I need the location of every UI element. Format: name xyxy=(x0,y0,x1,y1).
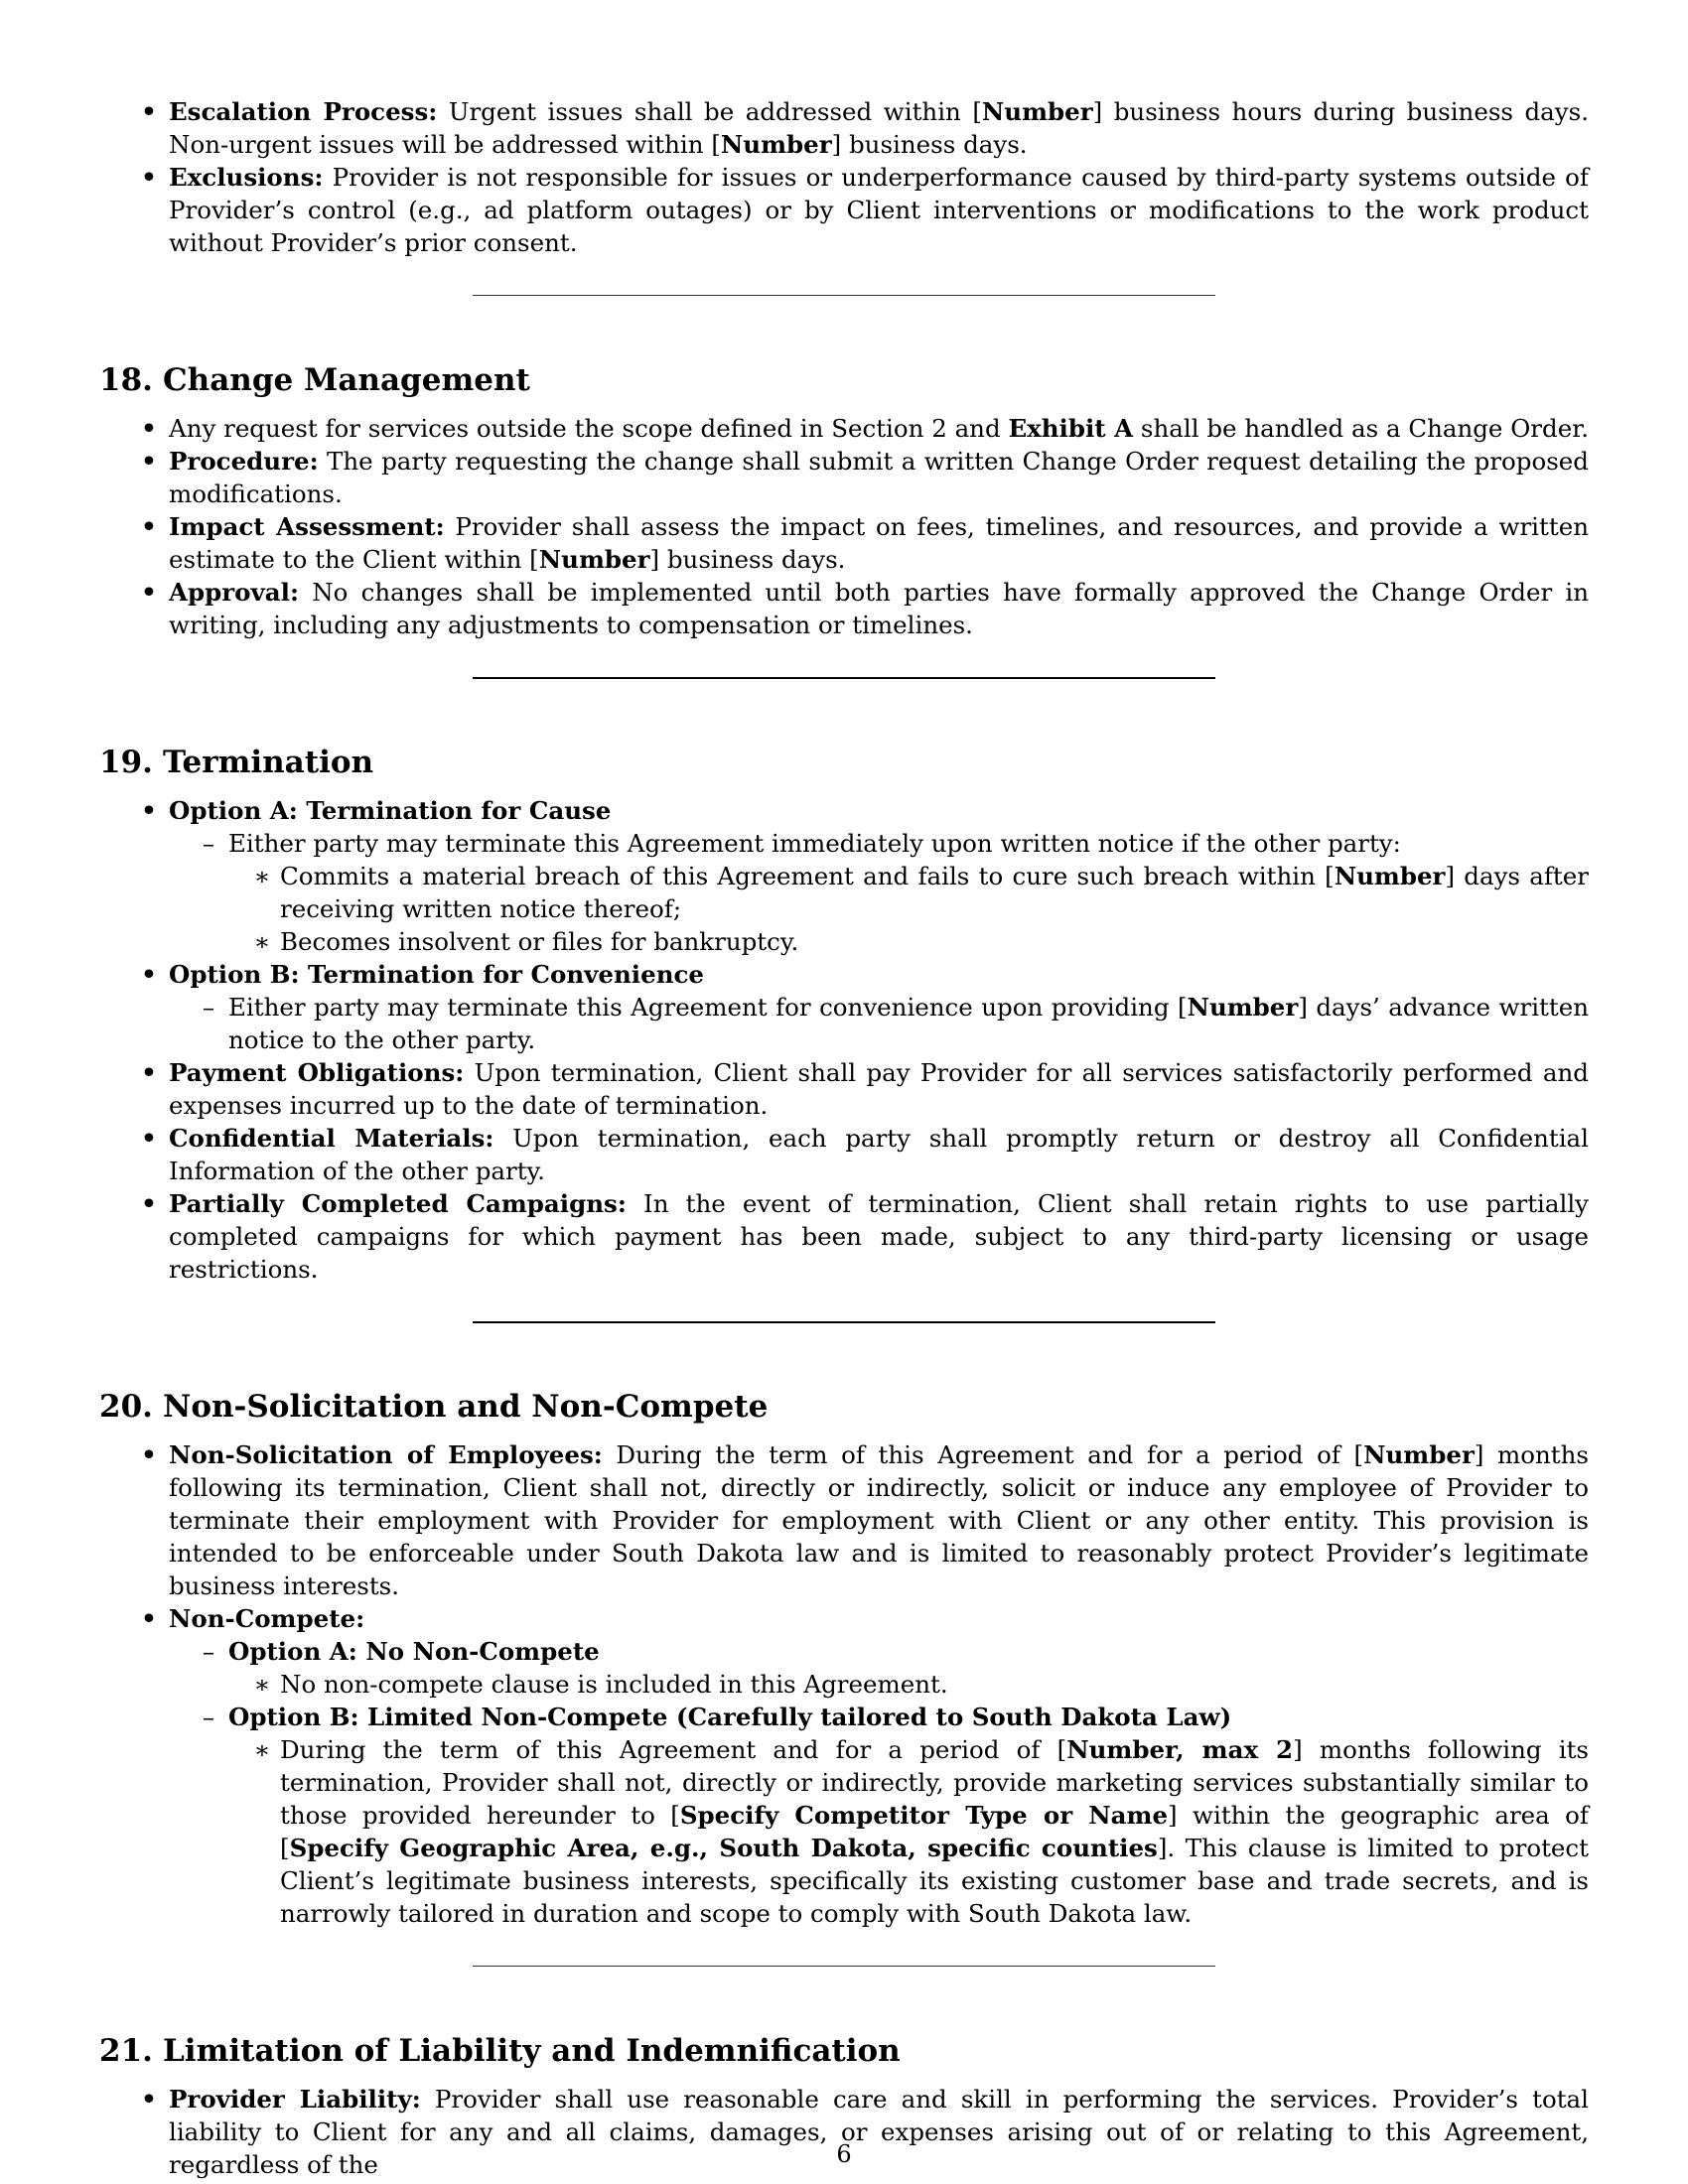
placeholder-field: Number xyxy=(981,97,1093,126)
star-marker: ∗ xyxy=(253,1670,271,1699)
item-label: Non-Compete: xyxy=(169,1604,365,1633)
item-label: Partially Completed Campaigns: xyxy=(169,1189,627,1218)
item-content xyxy=(169,1189,1589,1284)
list-item xyxy=(99,1056,1589,1122)
sub-sub-list-item xyxy=(99,860,1589,925)
item-label: Provider Liability: xyxy=(169,2085,421,2114)
item-text: During the term of this Agreement and for a period of [ xyxy=(602,1440,1364,1469)
section-list xyxy=(99,412,1589,641)
item-text: Commits a material breach of this Agreement and fails to cure such breach within [ xyxy=(280,862,1335,890)
bullet-marker: • xyxy=(141,2085,157,2114)
item-content xyxy=(169,796,611,825)
page-number: 6 xyxy=(836,2140,852,2168)
section-title: Change Management xyxy=(163,362,530,398)
item-label: Procedure: xyxy=(169,447,319,476)
document-body xyxy=(99,95,1589,2181)
bullet-marker: • xyxy=(141,512,157,541)
item-label: Non-Solicitation of Employees: xyxy=(169,1440,603,1469)
dash-marker: – xyxy=(202,1703,215,1731)
item-text: Upon termination, each party shall promptly return or destroy all Confidential Information of the other party. xyxy=(169,1124,1590,1185)
list-item xyxy=(99,576,1589,641)
item-content xyxy=(228,1637,600,1666)
carryover-list xyxy=(99,95,1589,259)
item-content xyxy=(169,578,1589,639)
bullet-marker: • xyxy=(141,1440,157,1469)
list-item xyxy=(99,445,1589,510)
dash-marker: – xyxy=(202,993,215,1022)
placeholder-field: Specify Geographic Area, e.g., South Dakota, specific counties xyxy=(289,1834,1158,1862)
item-text: Provider is not responsible for issues or underperformance caused by third-party systems outside of Provider’s control (e.g., ad platform outages) or by Client interventions or modifications to the work product without Provider’s prior consent. xyxy=(169,163,1589,257)
sub-list-item xyxy=(99,1635,1589,1701)
item-content xyxy=(228,1703,1231,1731)
star-marker: ∗ xyxy=(253,1735,271,1764)
horizontal-rule xyxy=(473,1966,1215,1967)
item-text: Upon termination, Client shall pay Provider for all services satisfactorily performed and expenses incurred up to the date of termination. xyxy=(169,1058,1589,1120)
item-label: Confidential Materials: xyxy=(169,1124,494,1153)
item-content xyxy=(169,1058,1589,1120)
item-text: Provider shall assess the impact on fees, timelines, and resources, and provide a written estimate to the Client within [ xyxy=(169,512,1589,574)
item-text: Either party may terminate this Agreement immediately upon written notice if the other party: xyxy=(228,829,1401,858)
section-heading xyxy=(99,2031,1589,2071)
placeholder-field: Number xyxy=(720,130,832,159)
item-content xyxy=(169,97,1589,159)
item-label: Option B: Limited Non-Compete (Carefully tailored to South Dakota Law) xyxy=(228,1703,1232,1731)
list-item xyxy=(99,510,1589,576)
section-divider xyxy=(99,641,1589,743)
sub-list-item xyxy=(99,827,1589,958)
dash-marker: – xyxy=(202,1637,215,1666)
item-text: Becomes insolvent or files for bankruptcy. xyxy=(280,927,799,956)
item-content xyxy=(228,993,1589,1054)
bullet-marker: • xyxy=(141,414,157,443)
item-label: Option A: Termination for Cause xyxy=(169,796,612,825)
placeholder-field: Number xyxy=(1363,1440,1475,1469)
placeholder-field: Specify Competitor Type or Name xyxy=(679,1801,1169,1830)
bullet-marker: • xyxy=(141,1189,157,1218)
list-item xyxy=(99,1438,1589,1602)
section-number: 19. xyxy=(99,745,153,780)
item-content xyxy=(228,829,1401,858)
dash-marker: – xyxy=(202,829,215,858)
section-heading xyxy=(99,1387,1589,1427)
bullet-marker: • xyxy=(141,97,157,126)
placeholder-field: Number xyxy=(1334,862,1446,890)
star-marker: ∗ xyxy=(253,927,271,956)
section-number: 21. xyxy=(99,2033,153,2069)
section-heading xyxy=(99,360,1589,400)
list-item xyxy=(99,1602,1589,1930)
item-content xyxy=(169,512,1589,574)
item-text: ] business days. xyxy=(649,545,846,574)
bullet-marker: • xyxy=(141,960,157,989)
sub-sub-list-item xyxy=(99,1668,1589,1701)
star-marker: ∗ xyxy=(253,862,271,890)
bullet-marker: • xyxy=(141,578,157,607)
item-text: ] business days. xyxy=(831,130,1028,159)
sub-list-item xyxy=(99,1701,1589,1930)
sub-sub-list-item xyxy=(99,1733,1589,1930)
item-text: ] within the geographic area of [ xyxy=(280,1801,1589,1862)
item-content xyxy=(169,163,1589,257)
sub-sub-list-item xyxy=(99,925,1589,958)
item-content xyxy=(169,1124,1589,1185)
item-label: Exclusions: xyxy=(169,163,324,192)
item-label: Option B: Termination for Convenience xyxy=(169,960,705,989)
section-list xyxy=(99,794,1589,1286)
section-number: 20. xyxy=(99,1389,153,1425)
item-label: Escalation Process: xyxy=(169,97,438,126)
item-content xyxy=(169,1440,1589,1600)
item-text: ]. This clause is limited to protect Client’s legitimate business interests, specifically its existing customer base and trade secrets, and is narrowly tailored in duration and scope to comply with South Dakota law. xyxy=(280,1834,1589,1928)
item-content xyxy=(280,1670,948,1699)
item-text: In the event of termination, Client shall retain rights to use partially completed campaigns for which payment has been made, subject to any third-party licensing or usage restrictions. xyxy=(169,1189,1589,1284)
item-text: Urgent issues shall be addressed within [ xyxy=(437,97,982,126)
item-text: ] days after receiving written notice thereof; xyxy=(280,862,1589,923)
section-list xyxy=(99,1438,1589,1930)
item-text: During the term of this Agreement and for a period of [ xyxy=(280,1735,1067,1764)
placeholder-field: Exhibit A xyxy=(1008,414,1134,443)
item-text: Either party may terminate this Agreement for convenience upon providing [ xyxy=(228,993,1188,1022)
bullet-marker: • xyxy=(141,1124,157,1153)
placeholder-field: Number xyxy=(538,545,650,574)
horizontal-rule xyxy=(473,1321,1215,1323)
horizontal-rule xyxy=(473,295,1215,296)
item-content xyxy=(280,862,1589,923)
item-text: The party requesting the change shall submit a written Change Order request detailing the proposed modifications. xyxy=(169,447,1589,508)
item-text: No changes shall be implemented until both parties have formally approved the Change Order in writing, including any adjustments to compensation or timelines. xyxy=(169,578,1589,639)
list-item xyxy=(99,412,1589,445)
list-item xyxy=(99,95,1589,161)
section-title: Non-Solicitation and Non-Compete xyxy=(163,1389,769,1425)
bullet-marker: • xyxy=(141,1058,157,1087)
item-label: Approval: xyxy=(169,578,299,607)
list-item xyxy=(99,161,1589,259)
item-content xyxy=(280,1735,1589,1928)
item-text: shall be handled as a Change Order. xyxy=(1133,414,1590,443)
item-text: ] months following its termination, Provider shall not, directly or indirectly, provide marketing services substantially similar to those provided hereunder to [ xyxy=(280,1735,1589,1830)
sub-list-item xyxy=(99,991,1589,1056)
section-title: Termination xyxy=(163,745,374,780)
placeholder-field: Number xyxy=(1187,993,1299,1022)
item-text: Provider shall use reasonable care and skill in performing the services. Provider’s total liability to Client for any and all claims, damages, or expenses arising out of or relating to this Agreement, regardless of the xyxy=(169,2085,1589,2179)
section-number: 18. xyxy=(99,362,153,398)
list-item xyxy=(99,958,1589,1056)
list-item xyxy=(99,1122,1589,1187)
section-title: Limitation of Liability and Indemnification xyxy=(163,2033,901,2069)
item-content xyxy=(169,1604,364,1633)
item-content xyxy=(169,414,1589,443)
section-divider xyxy=(99,1286,1589,1387)
item-text: ] days’ advance written notice to the other party. xyxy=(228,993,1589,1054)
bullet-marker: • xyxy=(141,1604,157,1633)
item-label: Option A: No Non-Compete xyxy=(228,1637,600,1666)
section-divider xyxy=(99,1930,1589,2031)
bullet-marker: • xyxy=(141,163,157,192)
list-item xyxy=(99,1187,1589,1286)
section-heading xyxy=(99,743,1589,782)
section-divider xyxy=(99,259,1589,360)
placeholder-field: Number, max 2 xyxy=(1066,1735,1294,1764)
bullet-marker: • xyxy=(141,447,157,476)
item-text: Any request for services outside the scope defined in Section 2 and xyxy=(169,414,1009,443)
item-text: ] business hours during business days. Non-urgent issues will be addressed within [ xyxy=(169,97,1589,159)
item-text: No non-compete clause is included in this Agreement. xyxy=(280,1670,948,1699)
item-label: Payment Obligations: xyxy=(169,1058,465,1087)
horizontal-rule xyxy=(473,677,1215,679)
item-label: Impact Assessment: xyxy=(169,512,445,541)
item-content xyxy=(169,960,704,989)
item-content xyxy=(280,927,798,956)
list-item xyxy=(99,794,1589,958)
item-text: ] months following its termination, Client shall not, directly or indirectly, solicit or induce any employee of Provider to terminate their employment with Provider for employment with Client or any other entity. This provision is intended to be enforceable under South Dakota law and is limited to reasonably protect Provider’s legitimate business interests. xyxy=(169,1440,1589,1600)
item-content xyxy=(169,447,1589,508)
bullet-marker: • xyxy=(141,796,157,825)
